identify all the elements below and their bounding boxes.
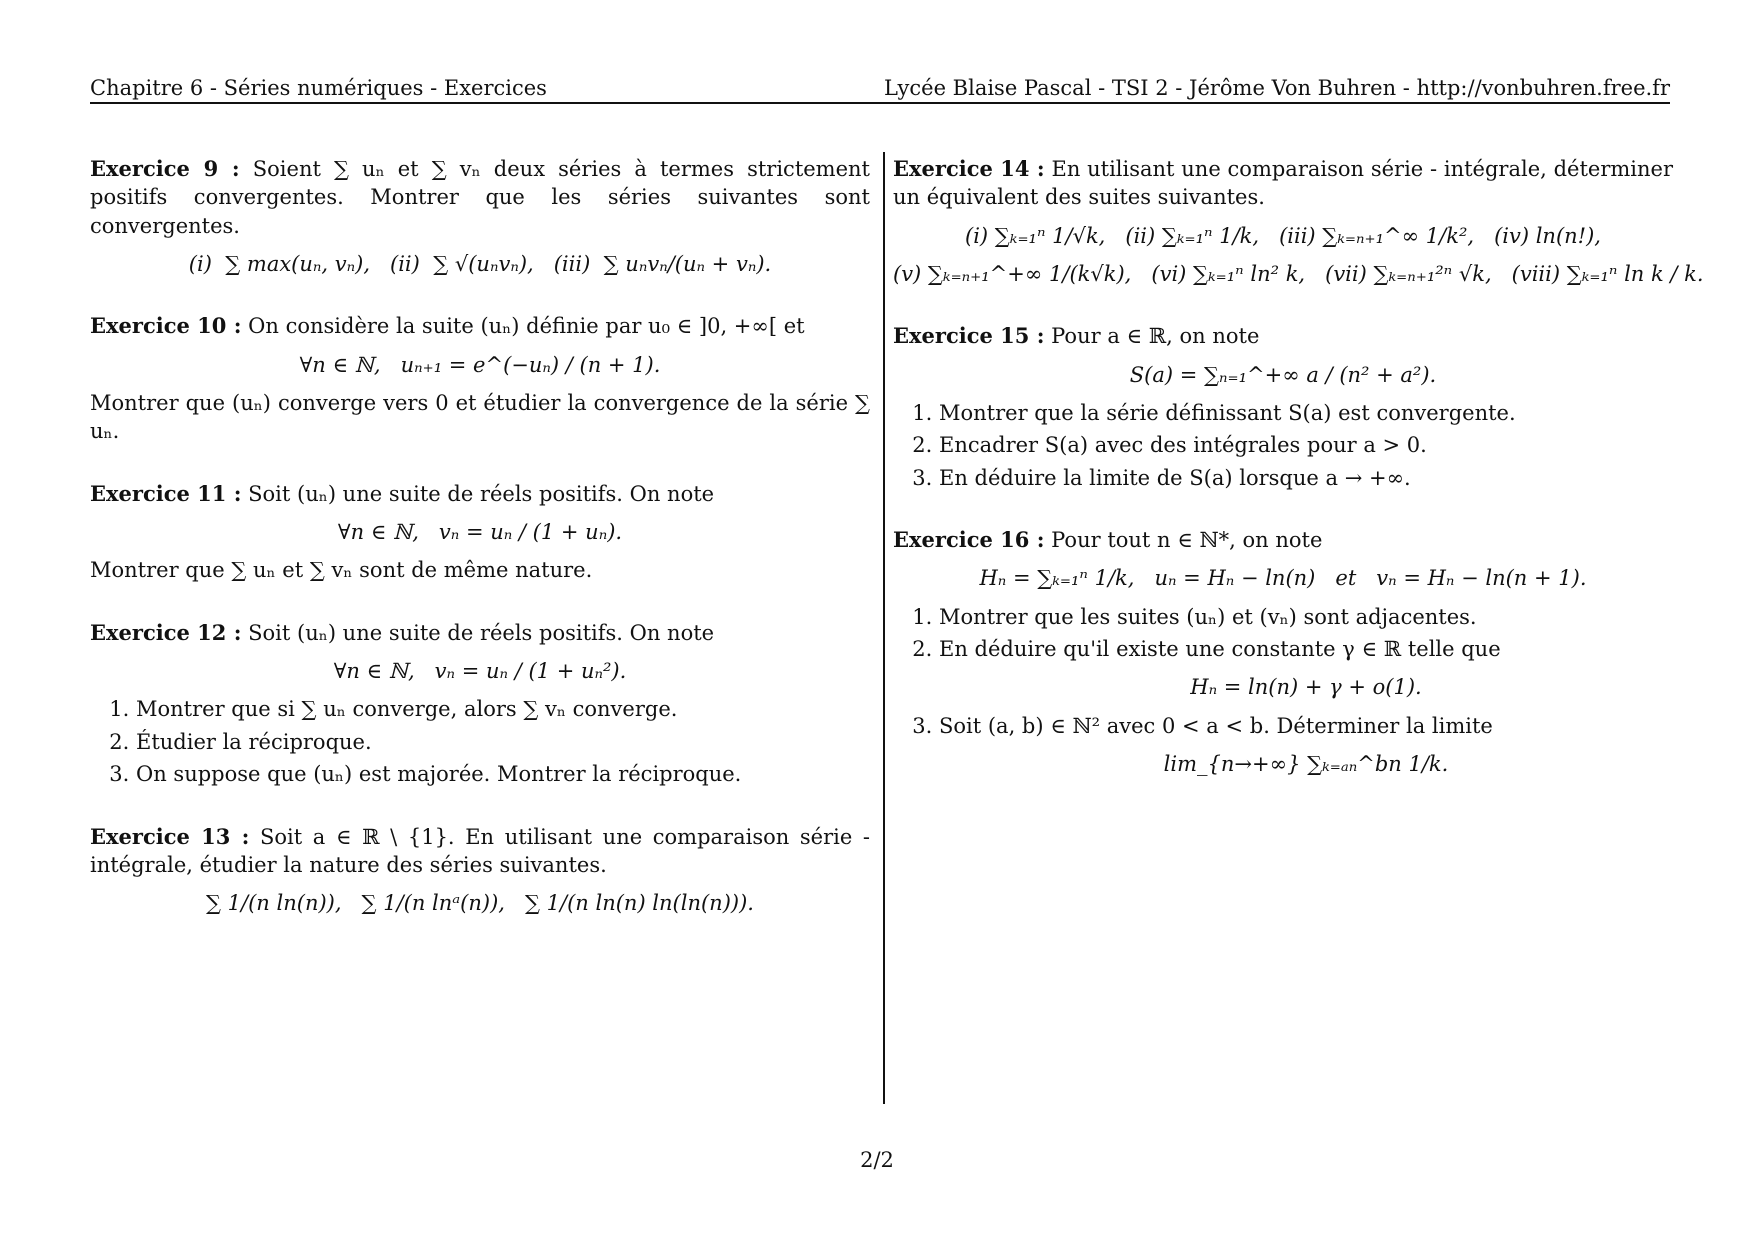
formula: S(a) = ∑ₙ₌₁^+∞ a / (n² + a²). bbox=[1129, 362, 1437, 387]
list-item bbox=[939, 635, 1673, 702]
exercise-13 bbox=[90, 823, 870, 918]
formula: (i) ∑ max(uₙ, vₙ), (ii) ∑ √(uₙvₙ), (iii) ∑ uₙvₙ/(uₙ + vₙ). bbox=[188, 252, 772, 277]
list-item: 2. Encadrer S(a) avec des intégrales pour a > 0. bbox=[939, 431, 1673, 459]
formula: ∑ 1/(n ln(n)), ∑ 1/(n lnᵃ(n)), ∑ 1/(n ln(n) ln(ln(n))). bbox=[206, 891, 754, 916]
exercise-text: En utilisant une comparaison série - intégrale, déterminer un équivalent des suites suivantes. bbox=[893, 157, 1673, 210]
exercise-title: Exercice 13 : bbox=[90, 823, 250, 849]
exercise-text: Soit a ∈ ℝ \ {1}. En utilisant une comparaison série - intégrale, étudier la nature des séries suivantes. bbox=[90, 824, 870, 877]
exercise-title: Exercice 10 : bbox=[90, 313, 242, 339]
exercise-title: Exercice 11 : bbox=[90, 480, 242, 506]
right-column bbox=[893, 155, 1704, 813]
formula: (v) ∑ₖ₌ₙ₊₁^+∞ 1/(k√k), (vi) ∑ₖ₌₁ⁿ ln² k, (vii) ∑ₖ₌ₙ₊₁²ⁿ √k, (viii) ∑ₖ₌₁ⁿ ln k / k. bbox=[893, 262, 1704, 287]
exercise-text: Montrer que (uₙ) converge vers 0 et étudier la convergence de la série ∑ uₙ. bbox=[90, 391, 870, 444]
exercise-text: Montrer que ∑ uₙ et ∑ vₙ sont de même nature. bbox=[90, 558, 593, 583]
exercise-text: Soit (uₙ) une suite de réels positifs. On note bbox=[248, 481, 715, 506]
list-item: 3. On suppose que (uₙ) est majorée. Montrer la réciproque. bbox=[136, 760, 870, 788]
formula: ∀n ∈ ℕ, uₙ₊₁ = e^(−uₙ) / (n + 1). bbox=[299, 352, 661, 377]
exercise-16 bbox=[893, 526, 1673, 778]
list-item: 1. Montrer que si ∑ uₙ converge, alors ∑ vₙ converge. bbox=[136, 695, 870, 723]
exercise-text: Soit (uₙ) une suite de réels positifs. On note bbox=[248, 620, 715, 645]
question-list bbox=[893, 603, 1673, 779]
formula: (i) ∑ₖ₌₁ⁿ 1/√k, (ii) ∑ₖ₌₁ⁿ 1/k, (iii) ∑ₖ₌ₙ₊₁^∞ 1/k², (iv) ln(n!), bbox=[965, 223, 1601, 248]
exercise-title: Exercice 9 : bbox=[90, 156, 240, 181]
exercise-11 bbox=[90, 480, 870, 585]
page-header bbox=[90, 72, 1670, 104]
header-left: Chapitre 6 - Séries numériques - Exercices bbox=[90, 75, 547, 100]
question-list bbox=[90, 695, 870, 788]
exercise-text: Pour a ∈ ℝ, on note bbox=[1051, 324, 1260, 349]
exercise-text: Soient ∑ uₙ et ∑ vₙ deux séries à termes strictement positifs convergentes. Montrer que les séries suivantes sont convergentes. bbox=[90, 157, 870, 238]
formula: lim_{n→+∞} ∑ₖ₌ₐₙ^bn 1/k. bbox=[1163, 752, 1449, 777]
left-column bbox=[90, 155, 870, 952]
list-item bbox=[939, 712, 1673, 779]
formula: ∀n ∈ ℕ, vₙ = uₙ / (1 + uₙ²). bbox=[333, 659, 627, 684]
list-item: 3. En déduire la limite de S(a) lorsque a → +∞. bbox=[939, 464, 1673, 492]
formula: ∀n ∈ ℕ, vₙ = uₙ / (1 + uₙ). bbox=[337, 520, 623, 545]
list-item-text: En déduire qu'il existe une constante γ ∈ ℝ telle que bbox=[939, 637, 1501, 662]
formula: Hₙ = ln(n) + γ + o(1). bbox=[1190, 675, 1422, 700]
exercise-12 bbox=[90, 619, 870, 789]
question-list bbox=[893, 399, 1673, 492]
column-divider bbox=[883, 152, 885, 1104]
list-item: 2. Étudier la réciproque. bbox=[136, 728, 870, 756]
exercise-title: Exercice 12 : bbox=[90, 619, 242, 645]
exercise-14 bbox=[893, 155, 1704, 288]
page-number: 2/2 bbox=[860, 1148, 894, 1172]
exercise-title: Exercice 14 : bbox=[893, 156, 1045, 181]
exercise-9 bbox=[90, 155, 870, 278]
exercise-text: Pour tout n ∈ ℕ*, on note bbox=[1051, 528, 1323, 553]
exercise-10 bbox=[90, 312, 870, 445]
exercise-text: On considère la suite (uₙ) définie par u₀ ∈ ]0, +∞[ et bbox=[248, 314, 805, 339]
exercise-title: Exercice 15 : bbox=[893, 323, 1045, 349]
exercise-title: Exercice 16 : bbox=[893, 527, 1045, 553]
list-item: 1. Montrer que les suites (uₙ) et (vₙ) sont adjacentes. bbox=[939, 603, 1673, 631]
list-item: 1. Montrer que la série définissant S(a) est convergente. bbox=[939, 399, 1673, 427]
list-item-text: Soit (a, b) ∈ ℕ² avec 0 < a < b. Déterminer la limite bbox=[939, 713, 1493, 738]
exercise-15 bbox=[893, 322, 1673, 492]
formula: Hₙ = ∑ₖ₌₁ⁿ 1/k, uₙ = Hₙ − ln(n) et vₙ = Hₙ − ln(n + 1). bbox=[979, 566, 1587, 591]
header-right: Lycée Blaise Pascal - TSI 2 - Jérôme Von Buhren - http://vonbuhren.free.fr bbox=[883, 75, 1670, 100]
